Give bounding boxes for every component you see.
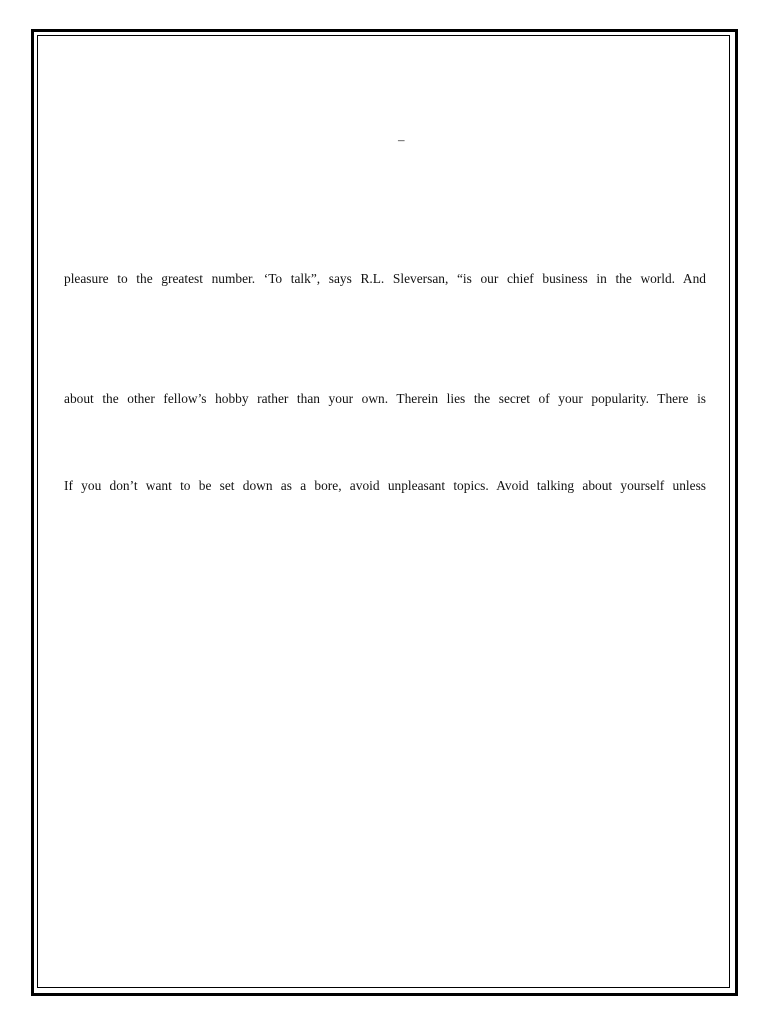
text-line-1: pleasure to the greatest number. ‘To talk”, says R.L. Sleversan, “is our chief business in the world. And — [64, 271, 706, 286]
page-border-inner — [37, 35, 730, 988]
centered-dash-mark: – — [398, 132, 405, 147]
text-line-3: If you don’t want to be set down as a bore, avoid unpleasant topics. Avoid talking about yourself unless — [64, 478, 706, 493]
text-line-2: about the other fellow’s hobby rather than your own. Therein lies the secret of your popularity. There is — [64, 391, 706, 406]
